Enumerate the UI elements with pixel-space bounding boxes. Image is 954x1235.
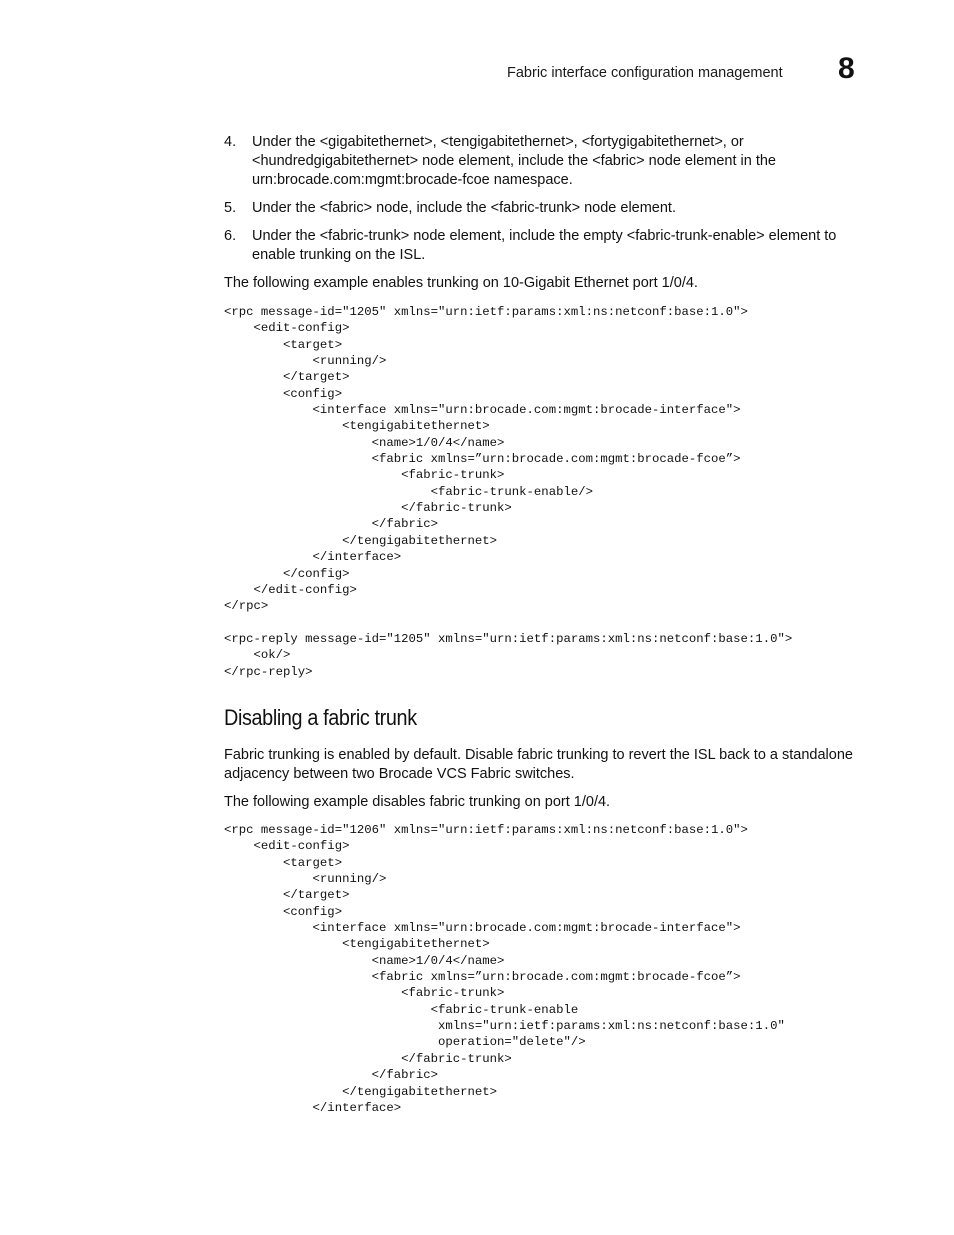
example1-intro: The following example enables trunking on 10-Gigabit Ethernet port 1/0/4. xyxy=(224,275,698,291)
example2-code-block: <rpc message-id="1206" xmlns="urn:ietf:params:xml:ns:netconf:base:1.0"> <edit-config> <target> <running/> </target> <config> <interface xmlns="urn:brocade.com:mgmt:brocade-interface"> <tengigabitethernet> <name>1/0/4</name> <fabric xmlns=”urn:brocade.com:mgmt:brocade-fcoe”> <fabric-trunk> <fabric-trunk-enable xmlns="urn:ietf:params:xml:ns:netconf:base:1.0" operation="delete"/> </fabric-trunk> </fabric> </tengigabitethernet> </interface> xyxy=(224,823,785,1115)
procedure-steps xyxy=(224,133,874,274)
header-title: Fabric interface configuration management xyxy=(507,65,783,81)
list-item xyxy=(224,199,874,218)
step-number: 5. xyxy=(224,200,237,216)
example2-intro: The following example disables fabric trunking on port 1/0/4. xyxy=(224,794,611,810)
section-intro: Fabric trunking is enabled by default. Disable fabric trunking to revert the ISL back to a standalone adjacency between two Brocade VCS Fabric switches. xyxy=(224,747,853,782)
section-heading: Disabling a fabric trunk xyxy=(224,705,417,730)
list-item xyxy=(224,133,874,190)
step-text: Under the <fabric-trunk> node element, include the empty <fabric-trunk-enable> element to enable trunking on the ISL. xyxy=(252,228,837,263)
step-text: Under the <fabric> node, include the <fabric-trunk> node element. xyxy=(252,200,676,216)
step-number: 6. xyxy=(224,228,237,244)
example1-code-block: <rpc message-id="1205" xmlns="urn:ietf:params:xml:ns:netconf:base:1.0"> <edit-config> <target> <running/> </target> <config> <interface xmlns="urn:brocade.com:mgmt:brocade-interface"> <tengigabitethernet> <name>1/0/4</name> <fabric xmlns=”urn:brocade.com:mgmt:brocade-fcoe”> <fabric-trunk> <fabric-trunk-enable/> </fabric-trunk> </fabric> </tengigabitethernet> </interface> </config> </edit-config> </rpc> <rpc-reply message-id="1205" xmlns="urn:ietf:params:xml:ns:netconf:base:1.0"> <ok/> </rpc-reply> xyxy=(224,305,793,679)
list-item xyxy=(224,227,874,265)
chapter-number: 8 xyxy=(838,52,855,85)
running-header xyxy=(0,0,954,100)
step-text: Under the <gigabitethernet>, <tengigabitethernet>, <fortygigabitethernet>, or <hundredgigabitethernet> node element, include the <fabric> node element in the urn:brocade.com:mgmt:brocade-fcoe namespace. xyxy=(252,134,776,188)
step-number: 4. xyxy=(224,134,237,150)
